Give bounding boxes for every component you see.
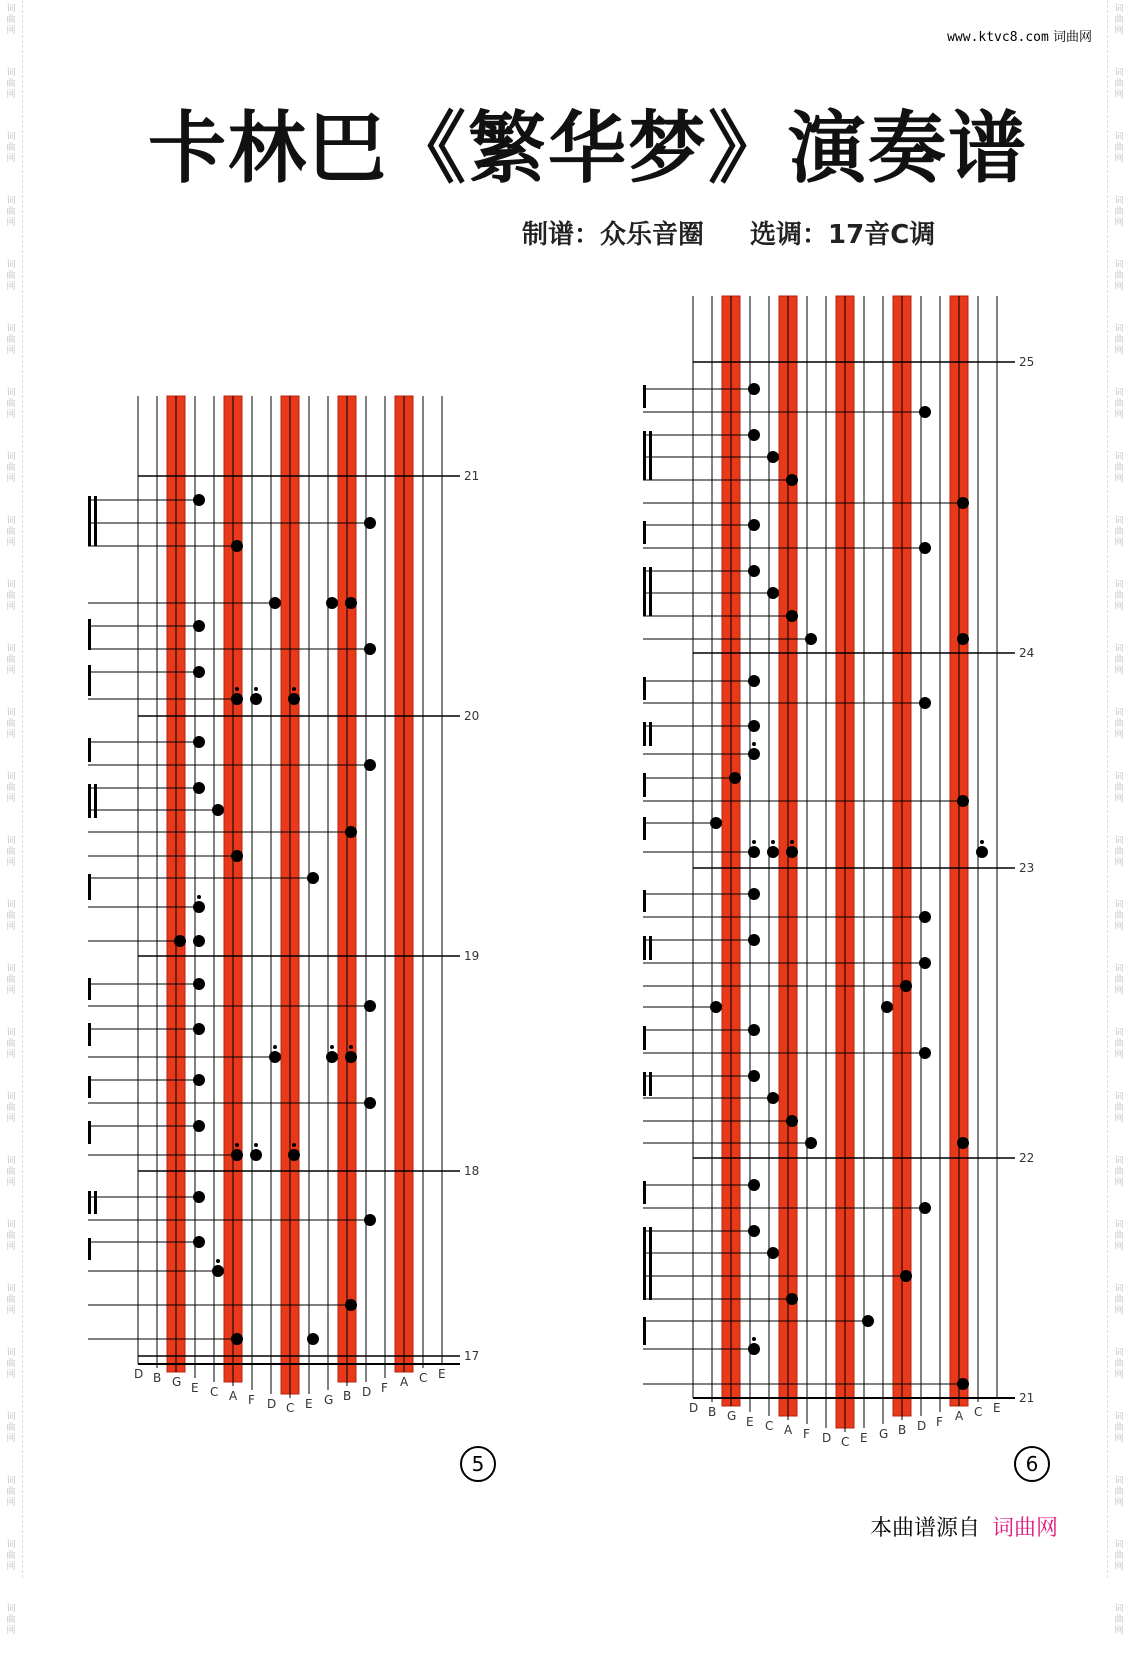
key-label: G bbox=[727, 1409, 737, 1423]
edge-watermark-text: 词 曲 网 bbox=[6, 1412, 16, 1444]
rhythm-stem bbox=[643, 521, 646, 544]
key-label: G bbox=[172, 1375, 182, 1389]
key-label: E bbox=[746, 1415, 754, 1429]
source-brand[interactable]: 词曲网 bbox=[992, 1516, 1059, 1541]
note bbox=[957, 497, 969, 509]
key-label: A bbox=[955, 1409, 964, 1423]
note bbox=[231, 850, 243, 862]
note-dot bbox=[254, 687, 258, 691]
note bbox=[193, 666, 205, 678]
note bbox=[767, 846, 779, 858]
note bbox=[748, 565, 760, 577]
key-label: A bbox=[229, 1389, 238, 1403]
rhythm-stem bbox=[643, 385, 646, 408]
note bbox=[786, 474, 798, 486]
edge-watermark-text: 词 曲 网 bbox=[6, 708, 16, 740]
edge-watermark-text: 词 曲 网 bbox=[6, 452, 16, 484]
rhythm-stem bbox=[88, 1023, 91, 1046]
measure-number: 21 bbox=[464, 469, 480, 483]
edge-watermark-text: 词 曲 网 bbox=[6, 900, 16, 932]
rhythm-stem bbox=[643, 1181, 646, 1204]
note bbox=[364, 643, 376, 655]
note bbox=[193, 1023, 205, 1035]
key-label: C bbox=[974, 1405, 983, 1419]
note bbox=[976, 846, 988, 858]
note-dot bbox=[197, 895, 201, 899]
edge-watermark-text: 词 曲 网 bbox=[1114, 900, 1124, 932]
edge-watermark-text: 词 曲 网 bbox=[6, 132, 16, 164]
note-dot bbox=[771, 840, 775, 844]
note-dot bbox=[292, 687, 296, 691]
measure-number: 24 bbox=[1019, 646, 1035, 660]
source-credit bbox=[870, 1511, 1058, 1542]
note bbox=[748, 429, 760, 441]
note bbox=[193, 620, 205, 632]
note-dot bbox=[216, 1259, 220, 1263]
note bbox=[767, 1247, 779, 1259]
edge-watermark-text: 词 曲 网 bbox=[1114, 708, 1124, 740]
key-label: D bbox=[362, 1385, 372, 1399]
measure-number: 20 bbox=[464, 709, 480, 723]
note bbox=[193, 901, 205, 913]
key-label: 选调：17音C调 bbox=[750, 220, 936, 250]
edge-watermark-text: 词 曲 网 bbox=[1114, 132, 1124, 164]
measure-number: 18 bbox=[464, 1164, 480, 1178]
rhythm-stem bbox=[88, 665, 91, 696]
rhythm-stem bbox=[88, 738, 91, 762]
arranger-label: 制谱：众乐音圈 bbox=[522, 220, 705, 250]
measure-number: 22 bbox=[1019, 1151, 1035, 1165]
note bbox=[805, 1137, 817, 1149]
edge-watermark-text: 词 曲 网 bbox=[6, 1092, 16, 1124]
note bbox=[748, 748, 760, 760]
key-label: E bbox=[305, 1397, 313, 1411]
edge-watermark-text: 词 曲 网 bbox=[6, 68, 16, 100]
edge-watermark-text: 词 曲 网 bbox=[1114, 388, 1124, 420]
edge-watermark-text: 词 曲 网 bbox=[6, 644, 16, 676]
rhythm-stem bbox=[649, 936, 652, 960]
measure-number: 23 bbox=[1019, 861, 1035, 875]
edge-watermark-text: 词 曲 网 bbox=[6, 196, 16, 228]
note-dot bbox=[273, 1045, 277, 1049]
note bbox=[269, 1051, 281, 1063]
page-title: 卡林巴《繁华梦》演奏谱 bbox=[148, 104, 1029, 194]
edge-watermark-text: 词 曲 网 bbox=[6, 1220, 16, 1252]
note bbox=[957, 633, 969, 645]
key-label: E bbox=[191, 1381, 199, 1395]
rhythm-stem bbox=[643, 567, 646, 616]
note bbox=[364, 517, 376, 529]
edge-watermark-text: 词 曲 网 bbox=[1114, 1284, 1124, 1316]
note bbox=[193, 1191, 205, 1203]
edge-watermark-text: 词 曲 网 bbox=[1114, 836, 1124, 868]
note bbox=[364, 1214, 376, 1226]
edge-watermark-text: 词 曲 网 bbox=[6, 1476, 16, 1508]
note bbox=[786, 846, 798, 858]
note bbox=[919, 542, 931, 554]
note bbox=[748, 888, 760, 900]
edge-watermark-text: 词 曲 网 bbox=[1114, 196, 1124, 228]
edge-watermark-text: 词 曲 网 bbox=[1114, 1220, 1124, 1252]
key-label: B bbox=[898, 1423, 907, 1437]
key-label: E bbox=[993, 1401, 1001, 1415]
note bbox=[288, 1149, 300, 1161]
note bbox=[345, 597, 357, 609]
note bbox=[307, 1333, 319, 1345]
edge-watermark-text: 词 曲 网 bbox=[1114, 1348, 1124, 1380]
note bbox=[193, 1074, 205, 1086]
note bbox=[919, 911, 931, 923]
note bbox=[748, 675, 760, 687]
edge-watermark-text: 词 曲 网 bbox=[1114, 1092, 1124, 1124]
note-dot bbox=[254, 1143, 258, 1147]
rhythm-stem bbox=[643, 431, 646, 480]
edge-watermark-text: 词 曲 网 bbox=[1114, 452, 1124, 484]
note bbox=[767, 451, 779, 463]
note bbox=[748, 934, 760, 946]
note bbox=[748, 1343, 760, 1355]
rhythm-stem bbox=[643, 1227, 646, 1300]
rhythm-stem bbox=[649, 567, 652, 616]
measure-number: 17 bbox=[464, 1349, 480, 1363]
note bbox=[919, 697, 931, 709]
note bbox=[729, 772, 741, 784]
note bbox=[345, 1299, 357, 1311]
edge-watermark-text: 词 曲 网 bbox=[1114, 1540, 1124, 1572]
measure-number: 25 bbox=[1019, 355, 1035, 369]
rhythm-stem bbox=[649, 1072, 652, 1096]
note bbox=[786, 1115, 798, 1127]
rhythm-stem bbox=[643, 936, 646, 960]
edge-watermark-text: 词 曲 网 bbox=[1114, 964, 1124, 996]
key-label: G bbox=[324, 1393, 334, 1407]
note bbox=[193, 782, 205, 794]
note bbox=[881, 1001, 893, 1013]
rhythm-stem bbox=[88, 1076, 91, 1098]
rhythm-stem bbox=[643, 722, 646, 746]
edge-watermark-text: 词 曲 网 bbox=[6, 4, 16, 36]
edge-watermark-text: 词 曲 网 bbox=[1114, 1028, 1124, 1060]
rhythm-stem bbox=[88, 496, 91, 546]
edge-watermark-text: 词 曲 网 bbox=[6, 1156, 16, 1188]
note-dot bbox=[235, 1143, 239, 1147]
site-url[interactable]: www.ktvc8.com bbox=[947, 30, 1049, 45]
edge-watermark-text: 词 曲 网 bbox=[6, 388, 16, 420]
key-label: C bbox=[841, 1435, 850, 1449]
note bbox=[231, 1149, 243, 1161]
note bbox=[748, 720, 760, 732]
note bbox=[748, 1179, 760, 1191]
rhythm-stem bbox=[643, 890, 646, 912]
edge-watermark-text: 词 曲 网 bbox=[6, 580, 16, 612]
edge-watermark-text: 词 曲 网 bbox=[1114, 772, 1124, 804]
rhythm-stem bbox=[88, 1238, 91, 1260]
note bbox=[212, 1265, 224, 1277]
rhythm-stem bbox=[649, 722, 652, 746]
note bbox=[326, 597, 338, 609]
edge-watermark-text: 词 曲 网 bbox=[1114, 1412, 1124, 1444]
note bbox=[231, 693, 243, 705]
rhythm-stem bbox=[643, 1317, 646, 1345]
rhythm-stem bbox=[88, 874, 91, 900]
page-number-6: 6 bbox=[1014, 1446, 1050, 1482]
key-label: B bbox=[343, 1389, 352, 1403]
note bbox=[786, 1293, 798, 1305]
note bbox=[748, 846, 760, 858]
rhythm-stem bbox=[649, 1227, 652, 1300]
edge-watermark-text: 词 曲 网 bbox=[1114, 1156, 1124, 1188]
key-label: D bbox=[822, 1431, 832, 1445]
note bbox=[193, 1120, 205, 1132]
note bbox=[710, 817, 722, 829]
note bbox=[231, 1333, 243, 1345]
rhythm-stem bbox=[94, 496, 97, 546]
edge-watermark-text: 词 曲 网 bbox=[1114, 516, 1124, 548]
source-label: 本曲谱源自 bbox=[870, 1516, 981, 1541]
edge-watermark-text: 词 曲 网 bbox=[6, 260, 16, 292]
edge-watermark-text: 词 曲 网 bbox=[6, 1028, 16, 1060]
key-label: A bbox=[400, 1375, 409, 1389]
key-label: A bbox=[784, 1423, 793, 1437]
key-label: G bbox=[879, 1427, 889, 1441]
note bbox=[345, 1051, 357, 1063]
edge-watermark-text: 词 曲 网 bbox=[1114, 1604, 1124, 1636]
key-label: B bbox=[153, 1371, 162, 1385]
key-label: C bbox=[286, 1401, 295, 1415]
note-dot bbox=[980, 840, 984, 844]
note bbox=[957, 1378, 969, 1390]
rhythm-stem bbox=[88, 784, 91, 818]
rhythm-stem bbox=[643, 1026, 646, 1050]
rhythm-stem bbox=[643, 677, 646, 700]
note bbox=[193, 494, 205, 506]
note bbox=[364, 759, 376, 771]
note bbox=[957, 795, 969, 807]
edge-watermark-text: 词 曲 网 bbox=[1114, 260, 1124, 292]
note bbox=[919, 957, 931, 969]
edge-watermark-text: 词 曲 网 bbox=[6, 1348, 16, 1380]
note bbox=[748, 1024, 760, 1036]
rhythm-stem bbox=[88, 1121, 91, 1144]
note bbox=[269, 597, 281, 609]
note bbox=[212, 804, 224, 816]
note bbox=[193, 978, 205, 990]
note bbox=[174, 935, 186, 947]
note bbox=[193, 935, 205, 947]
note bbox=[748, 1225, 760, 1237]
note-dot bbox=[235, 687, 239, 691]
key-label: F bbox=[381, 1381, 388, 1395]
note bbox=[919, 406, 931, 418]
note-dot bbox=[349, 1045, 353, 1049]
note bbox=[250, 1149, 262, 1161]
note bbox=[193, 736, 205, 748]
site-name: 词曲网 bbox=[1052, 30, 1092, 45]
key-label: E bbox=[860, 1431, 868, 1445]
note bbox=[231, 540, 243, 552]
edge-watermark-text: 词 曲 网 bbox=[1114, 644, 1124, 676]
note bbox=[326, 1051, 338, 1063]
edge-watermark-text: 词 曲 网 bbox=[1114, 580, 1124, 612]
rhythm-stem bbox=[643, 773, 646, 797]
rhythm-stem bbox=[649, 431, 652, 480]
rhythm-stem bbox=[88, 1191, 91, 1214]
key-label: C bbox=[765, 1419, 774, 1433]
rhythm-stem bbox=[94, 784, 97, 818]
edge-watermark-text: 词 曲 网 bbox=[6, 324, 16, 356]
key-label: E bbox=[438, 1367, 446, 1381]
key-label: F bbox=[248, 1393, 255, 1407]
note bbox=[919, 1202, 931, 1214]
key-label: C bbox=[210, 1385, 219, 1399]
key-label: B bbox=[708, 1405, 717, 1419]
edge-watermark-text: 词 曲 网 bbox=[6, 1540, 16, 1572]
note bbox=[805, 633, 817, 645]
key-label: D bbox=[917, 1419, 927, 1433]
edge-watermark-text: 词 曲 网 bbox=[6, 772, 16, 804]
key-label: F bbox=[803, 1427, 810, 1441]
key-label: D bbox=[267, 1397, 277, 1411]
note bbox=[307, 872, 319, 884]
note bbox=[919, 1047, 931, 1059]
key-label: D bbox=[689, 1401, 699, 1415]
note bbox=[862, 1315, 874, 1327]
key-label: F bbox=[936, 1415, 943, 1429]
note bbox=[767, 587, 779, 599]
note bbox=[710, 1001, 722, 1013]
note bbox=[345, 826, 357, 838]
edge-watermark-text: 词 曲 网 bbox=[1114, 324, 1124, 356]
note-dot bbox=[752, 1337, 756, 1341]
rhythm-stem bbox=[643, 817, 646, 840]
note bbox=[364, 1097, 376, 1109]
note bbox=[900, 1270, 912, 1282]
edge-watermark-text: 词 曲 网 bbox=[6, 1604, 16, 1636]
page-number-5: 5 bbox=[460, 1446, 496, 1482]
note bbox=[786, 610, 798, 622]
note-dot bbox=[790, 840, 794, 844]
edge-watermark-text: 词 曲 网 bbox=[6, 964, 16, 996]
key-label: C bbox=[419, 1371, 428, 1385]
note bbox=[957, 1137, 969, 1149]
rhythm-stem bbox=[88, 619, 91, 650]
edge-watermark-text: 词 曲 网 bbox=[6, 1284, 16, 1316]
note-dot bbox=[752, 840, 756, 844]
note bbox=[748, 383, 760, 395]
note bbox=[288, 693, 300, 705]
measure-number: 21 bbox=[1019, 1391, 1035, 1405]
note bbox=[767, 1092, 779, 1104]
note bbox=[250, 693, 262, 705]
rhythm-stem bbox=[643, 1072, 646, 1096]
edge-watermark-text: 词 曲 网 bbox=[1114, 4, 1124, 36]
edge-watermark-text: 词 曲 网 bbox=[1114, 1476, 1124, 1508]
note bbox=[364, 1000, 376, 1012]
note bbox=[193, 1236, 205, 1248]
rhythm-stem bbox=[94, 1191, 97, 1214]
rhythm-stem bbox=[88, 978, 91, 1000]
edge-watermark-text: 词 曲 网 bbox=[1114, 68, 1124, 100]
note bbox=[900, 980, 912, 992]
note-dot bbox=[752, 742, 756, 746]
note bbox=[748, 519, 760, 531]
edge-watermark-text: 词 曲 网 bbox=[6, 516, 16, 548]
note-dot bbox=[292, 1143, 296, 1147]
measure-number: 19 bbox=[464, 949, 480, 963]
edge-watermark-text: 词 曲 网 bbox=[6, 836, 16, 868]
note-dot bbox=[330, 1045, 334, 1049]
key-label: D bbox=[134, 1367, 144, 1381]
note bbox=[748, 1070, 760, 1082]
